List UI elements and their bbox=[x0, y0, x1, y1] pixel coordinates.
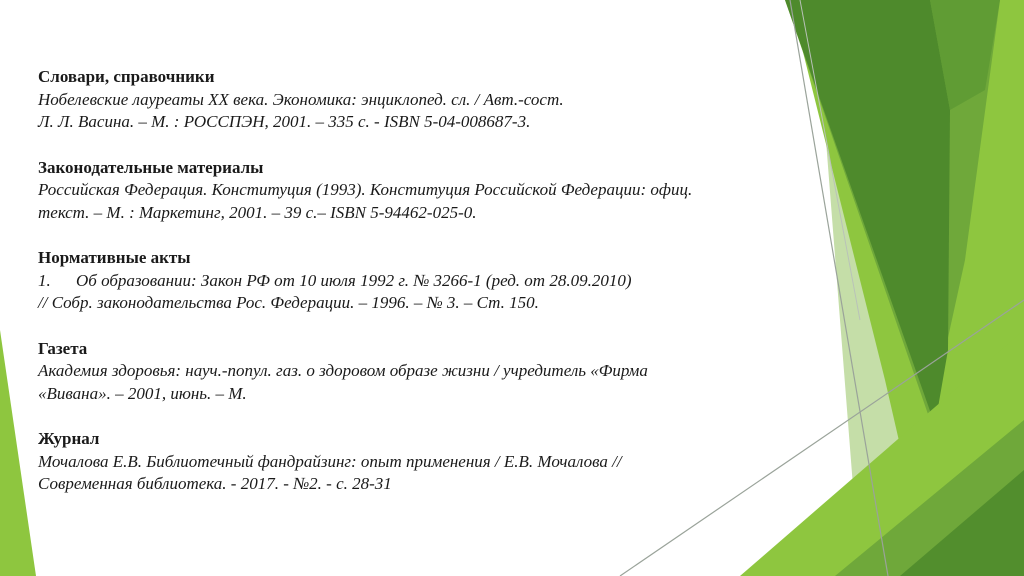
entry-line: Академия здоровья: науч.-попул. газ. о здоровом образе жизни / учредитель «Фирма bbox=[38, 361, 648, 380]
entry-line: Л. Л. Васина. – М. : РОССПЭН, 2001. – 335 с. - ISBN 5-04-008687-3. bbox=[38, 112, 531, 131]
section-normative-acts bbox=[38, 247, 798, 315]
section-journal bbox=[38, 428, 798, 496]
section-heading: Словари, справочники bbox=[38, 67, 215, 86]
entry-line: Нобелевские лауреаты XX века. Экономика: энциклопед. сл. / Авт.-сост. bbox=[38, 89, 564, 109]
list-number: 1. bbox=[38, 270, 51, 290]
entry-line: текст. – М. : Маркетинг, 2001. – 39 с.– ISBN 5-94462-025-0. bbox=[38, 202, 477, 222]
entry-line: «Вивана». – 2001, июнь. – М. bbox=[38, 383, 247, 403]
entry-line: // Собр. законодательства Рос. Федерации. – 1996. – № 3. – Ст. 150. bbox=[38, 293, 539, 312]
entry-line: Современная библиотека. - 2017. - №2. - с. 28-31 bbox=[38, 474, 392, 493]
entry-line bbox=[38, 270, 798, 293]
section-heading: Газета bbox=[38, 338, 88, 358]
section-heading: Журнал bbox=[38, 429, 100, 448]
section-newspaper bbox=[38, 338, 798, 406]
section-heading: Законодательные материалы bbox=[38, 157, 264, 177]
section-legislation bbox=[38, 157, 798, 225]
left-green-shape bbox=[0, 330, 36, 576]
section-dictionaries bbox=[38, 66, 798, 134]
entry-line: Российская Федерация. Конституция (1993). Конституция Российской Федерации: офиц. bbox=[38, 180, 693, 199]
entry-text: Об образовании: Закон РФ от 10 июля 1992 г. № 3266-1 (ред. от 28.09.2010) bbox=[76, 270, 632, 290]
entry-line: Мочалова Е.В. Библиотечный фандрайзинг: опыт применения / Е.В. Мочалова // bbox=[38, 451, 622, 471]
slide-content bbox=[38, 66, 798, 519]
section-heading: Нормативные акты bbox=[38, 248, 191, 267]
